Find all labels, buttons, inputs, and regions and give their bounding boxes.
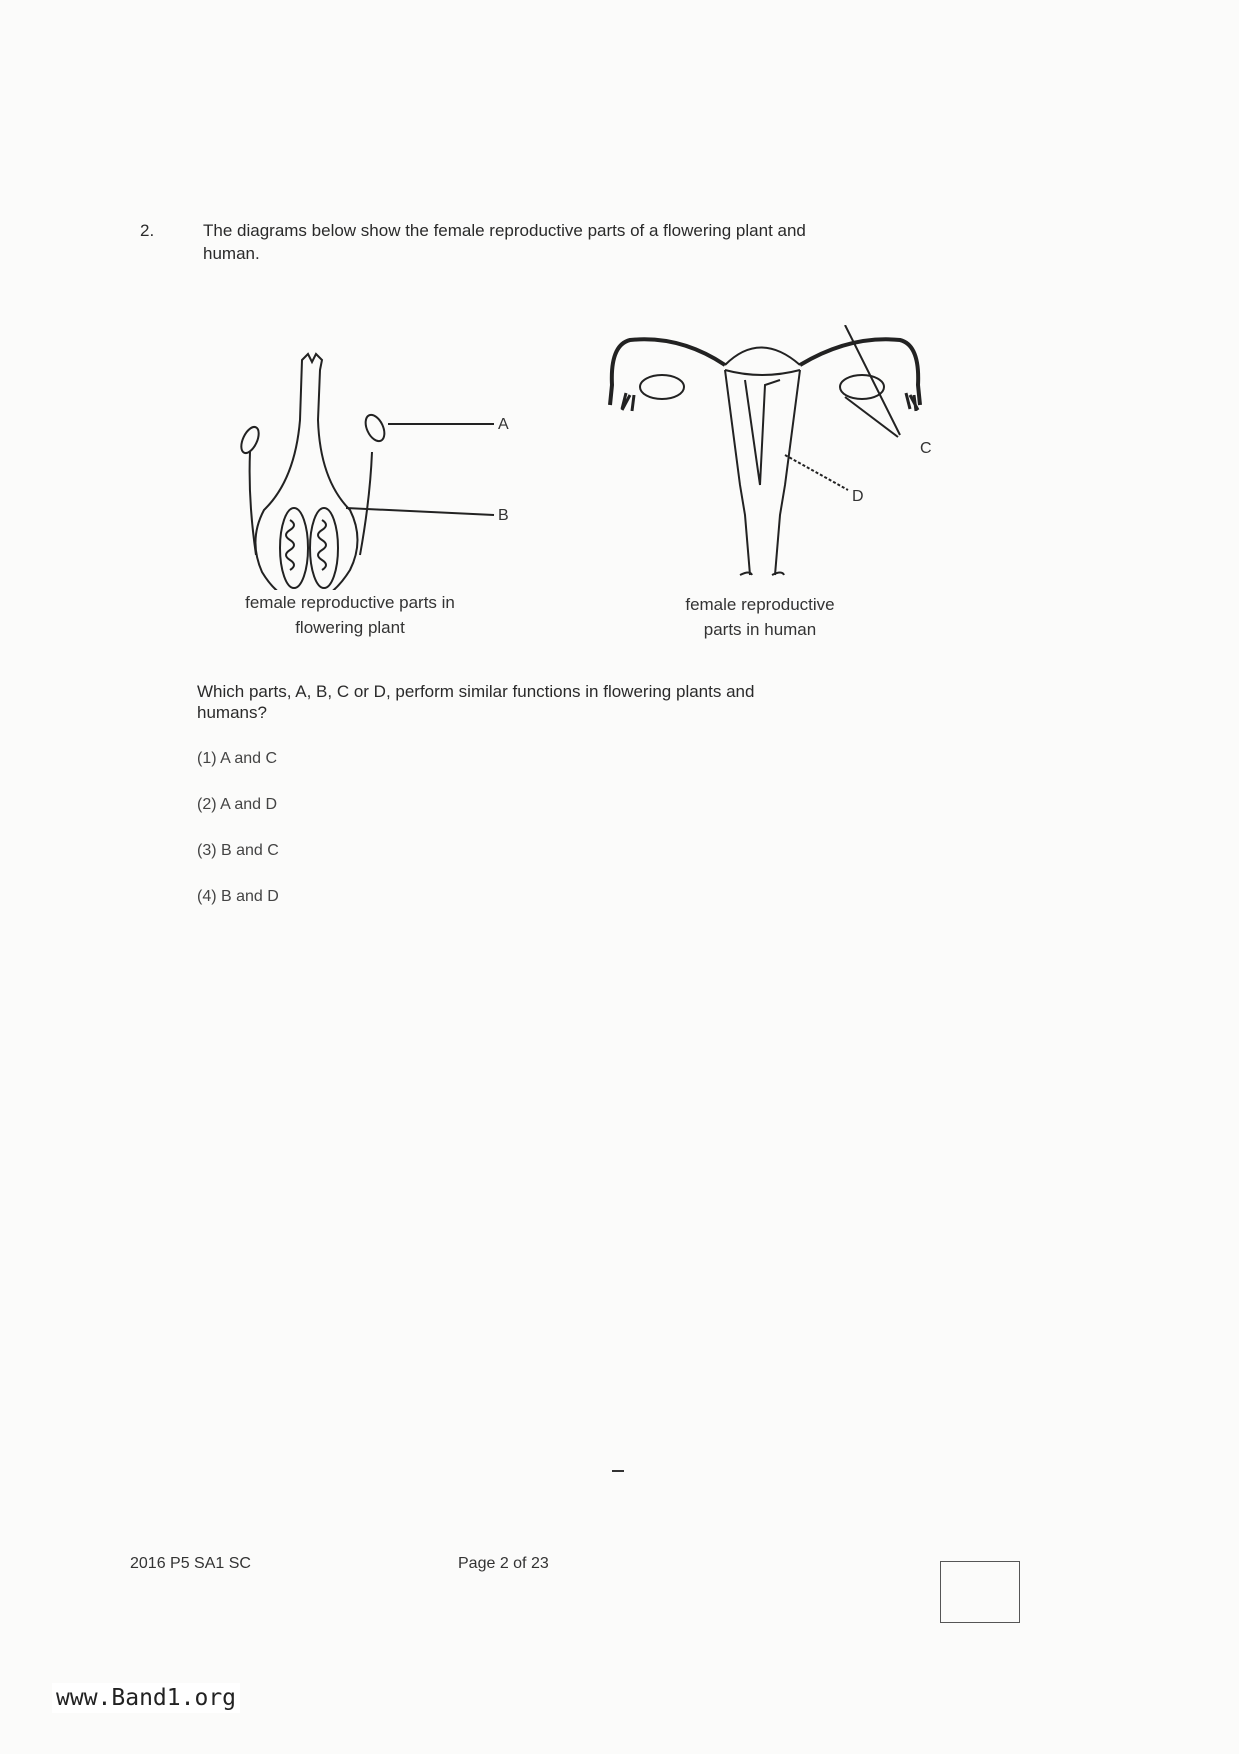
option-2: (2) A and D [197,796,278,813]
watermark: www.Band1.org [52,1683,240,1713]
option-3: (3) B and C [197,842,279,859]
flowering-plant-pistil-diagram [220,340,540,590]
ovary-outline [255,354,357,590]
human-caption [640,592,880,642]
label-line-d [785,455,848,490]
dash-mark [612,1470,624,1472]
uterus-outline [725,370,800,575]
label-b: B [498,507,509,524]
plant-caption [200,590,500,640]
label-line-b [346,508,494,515]
marks-box [940,1561,1020,1623]
human-reproductive-system-diagram [600,325,940,585]
option-4: (4) B and D [197,888,279,905]
question-prompt-line1: Which parts, A, B, C or D, perform similar functions in flowering plants and [197,682,755,701]
human-caption-line1: female reproductive [685,595,835,614]
label-c: C [920,440,932,457]
plant-caption-line2: flowering plant [295,618,405,637]
footer-paper-code: 2016 P5 SA1 SC [130,1555,251,1572]
label-a: A [498,416,509,433]
question-intro-line1: The diagrams below show the female reproductive parts of a flowering plant and [203,221,806,240]
human-caption-line2: parts in human [703,620,817,639]
label-d: D [852,488,864,505]
footer-page-number: Page 2 of 23 [458,1555,549,1572]
question-prompt-line2: humans? [197,703,267,722]
option-1: (1) A and C [197,750,278,767]
question-number: 2. [140,221,155,240]
plant-caption-line1: female reproductive parts in [245,593,455,612]
question-intro-line2: human. [203,244,260,263]
